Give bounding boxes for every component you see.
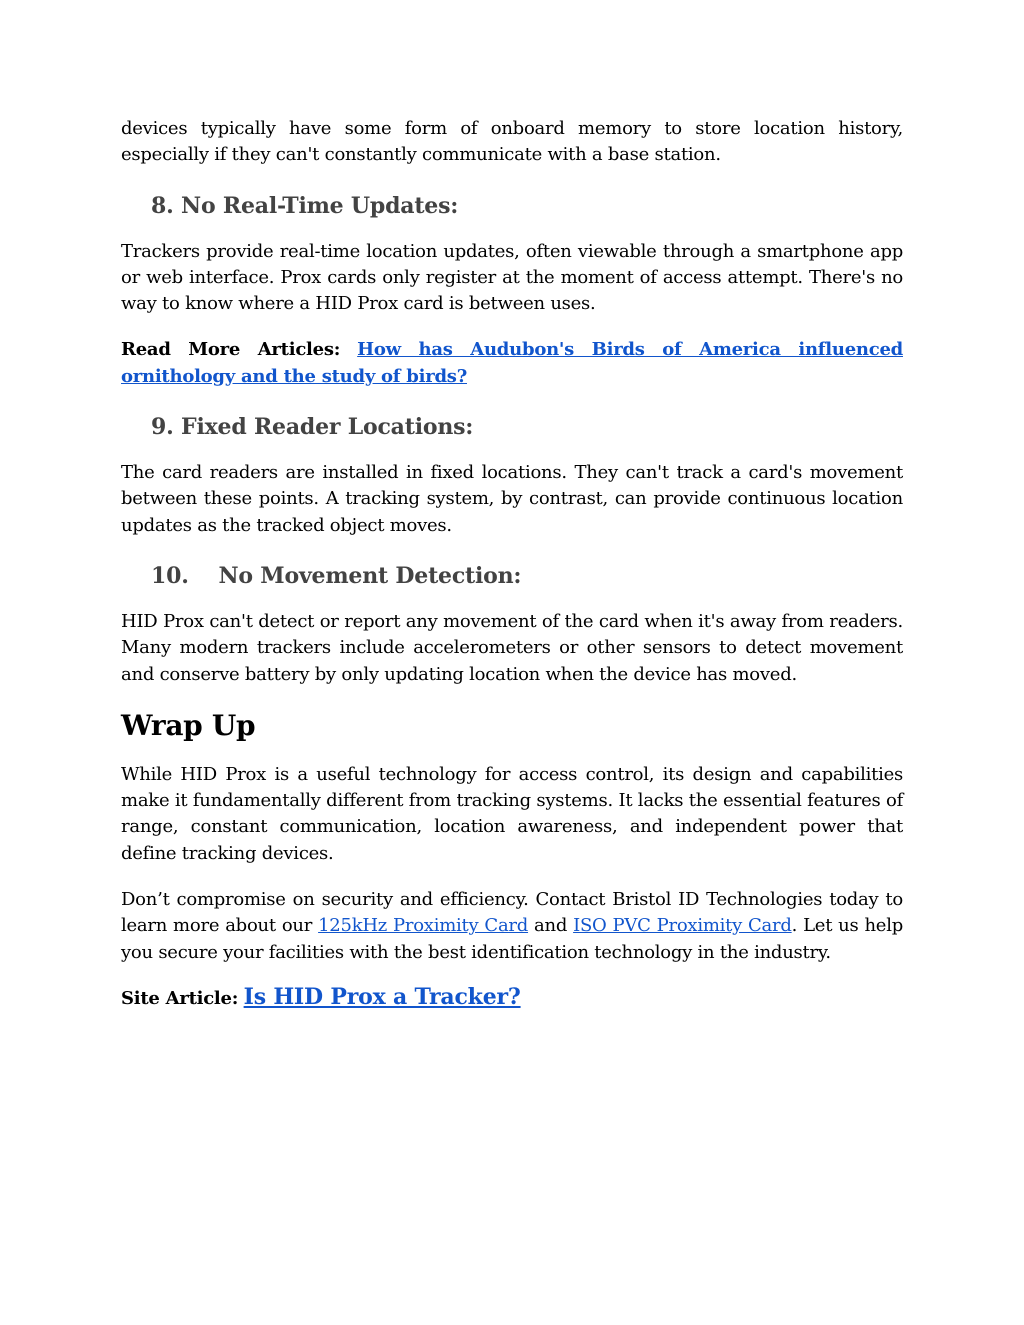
site-article-link[interactable]: Is HID Prox a Tracker? bbox=[243, 983, 521, 1010]
spacer bbox=[121, 867, 903, 887]
site-article-label: Site Article: bbox=[121, 987, 239, 1009]
spacer bbox=[121, 688, 903, 708]
wrap-up-paragraph-2 bbox=[121, 887, 903, 966]
section-9-paragraph: The card readers are installed in fixed locations. They can't track a card's movement between these points. A tracking system, by contrast, can provide continuous location updates as the tracked object moves. bbox=[121, 462, 903, 536]
spacer bbox=[121, 442, 903, 460]
section-10-heading bbox=[121, 561, 903, 591]
wrap-up-paragraph-2-text-middle: and bbox=[528, 915, 574, 937]
section-8-title: No Real-Time Updates: bbox=[181, 192, 459, 219]
section-9-heading bbox=[121, 412, 903, 442]
section-10-number: 10. bbox=[151, 562, 189, 589]
spacer bbox=[121, 169, 903, 191]
section-9-number: 9. bbox=[151, 414, 174, 441]
spacer bbox=[121, 591, 903, 609]
section-10-paragraph: HID Prox can't detect or report any movement of the card when it's away from readers. Many modern trackers include accelerometers or other sensors to detect movement and conserve battery by only updating location when the device has moved. bbox=[121, 610, 903, 685]
section-8-paragraph: Trackers provide real-time location updates, often viewable through a smartphone app or web interface. Prox cards only register at the moment of access attempt. There's no way to know where a HID Prox card is between uses. bbox=[121, 240, 903, 315]
read-more-label: Read More Articles: bbox=[121, 339, 341, 361]
spacer bbox=[121, 390, 903, 412]
spacer bbox=[121, 221, 903, 239]
spacer bbox=[121, 966, 903, 982]
section-9-title: Fixed Reader Locations: bbox=[181, 414, 474, 441]
spacer bbox=[121, 744, 903, 762]
section-8-number: 8. bbox=[151, 192, 174, 219]
document-page bbox=[121, 116, 903, 1014]
read-more-link[interactable]: How has Audubon's Birds of America influenced ornithology and the study of birds? bbox=[121, 339, 903, 387]
wrap-up-heading: Wrap Up bbox=[121, 708, 256, 742]
wrap-up-paragraph-2-text-start: Don’t compromise on security and efficiency. Contact Bristol ID Technologies today to learn more about our bbox=[121, 889, 903, 937]
intro-paragraph: devices typically have some form of onboard memory to store location history, especially if they can't constantly communicate with a base station. bbox=[121, 118, 903, 166]
spacer bbox=[121, 539, 903, 561]
wrap-up-paragraph-1: While HID Prox is a useful technology for access control, its design and capabilities make it fundamentally different from tracking systems. It lacks the essential features of range, constant communication, location awareness, and independent power that define tracking devices. bbox=[121, 763, 903, 864]
125khz-proximity-card-link[interactable]: 125kHz Proximity Card bbox=[318, 915, 529, 937]
wrap-up-paragraph-2-text-end: . Let us help you secure your facilities with the best identification technology in the industry. bbox=[121, 915, 903, 963]
spacer bbox=[121, 317, 903, 337]
iso-pvc-proximity-card-link[interactable]: ISO PVC Proximity Card bbox=[573, 915, 792, 937]
read-more-paragraph bbox=[121, 337, 903, 390]
section-8-heading bbox=[121, 191, 903, 221]
site-article-paragraph bbox=[121, 982, 903, 1014]
section-10-title: No Movement Detection: bbox=[218, 562, 522, 589]
